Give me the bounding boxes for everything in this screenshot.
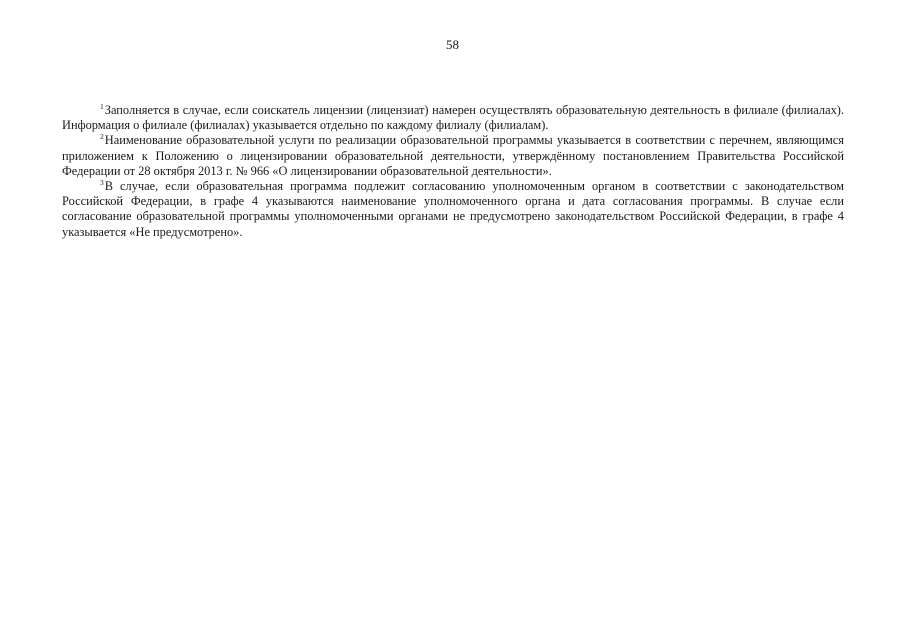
footnote-marker: 2: [100, 132, 104, 142]
footnote-marker: 1: [100, 102, 104, 111]
footnote-1: [62, 103, 844, 133]
footnote-text: Наименование образовательной услуги по реализации образовательной программы указывается в соответствии с перечнем, являющимся приложением к Положению о лицензировании образовательной деятельности, утверждённому постановлением Правительства Российской Федерации от 28 октября 2013 г. № 966 «О лицензировании образовательной деятельности».: [62, 133, 844, 178]
footnote-text: Заполняется в случае, если соискатель лицензии (лицензиат) намерен осуществлять образовательную деятельность в филиале (филиалах). Информация о филиале (филиалах) указывается отдельно по каждому филиалу (филиалам).: [62, 103, 844, 133]
footnote-marker: 3: [100, 178, 104, 188]
footnote-3: [62, 179, 844, 240]
footnote-2: [62, 133, 844, 179]
footnotes-section: [62, 103, 844, 240]
footnote-text: В случае, если образовательная программа подлежит согласованию уполномоченным органом в соответствии с законодательством Российской Федерации, в графе 4 указываются наименование уполномоченного органа и дата согласования программы. В случае если согласование образовательной программы уполномоченными органами не предусмотрено законодательством Российской Федерации, в графе 4 указывается «Не предусмотрено».: [62, 179, 844, 239]
page-number: 58: [446, 37, 459, 52]
